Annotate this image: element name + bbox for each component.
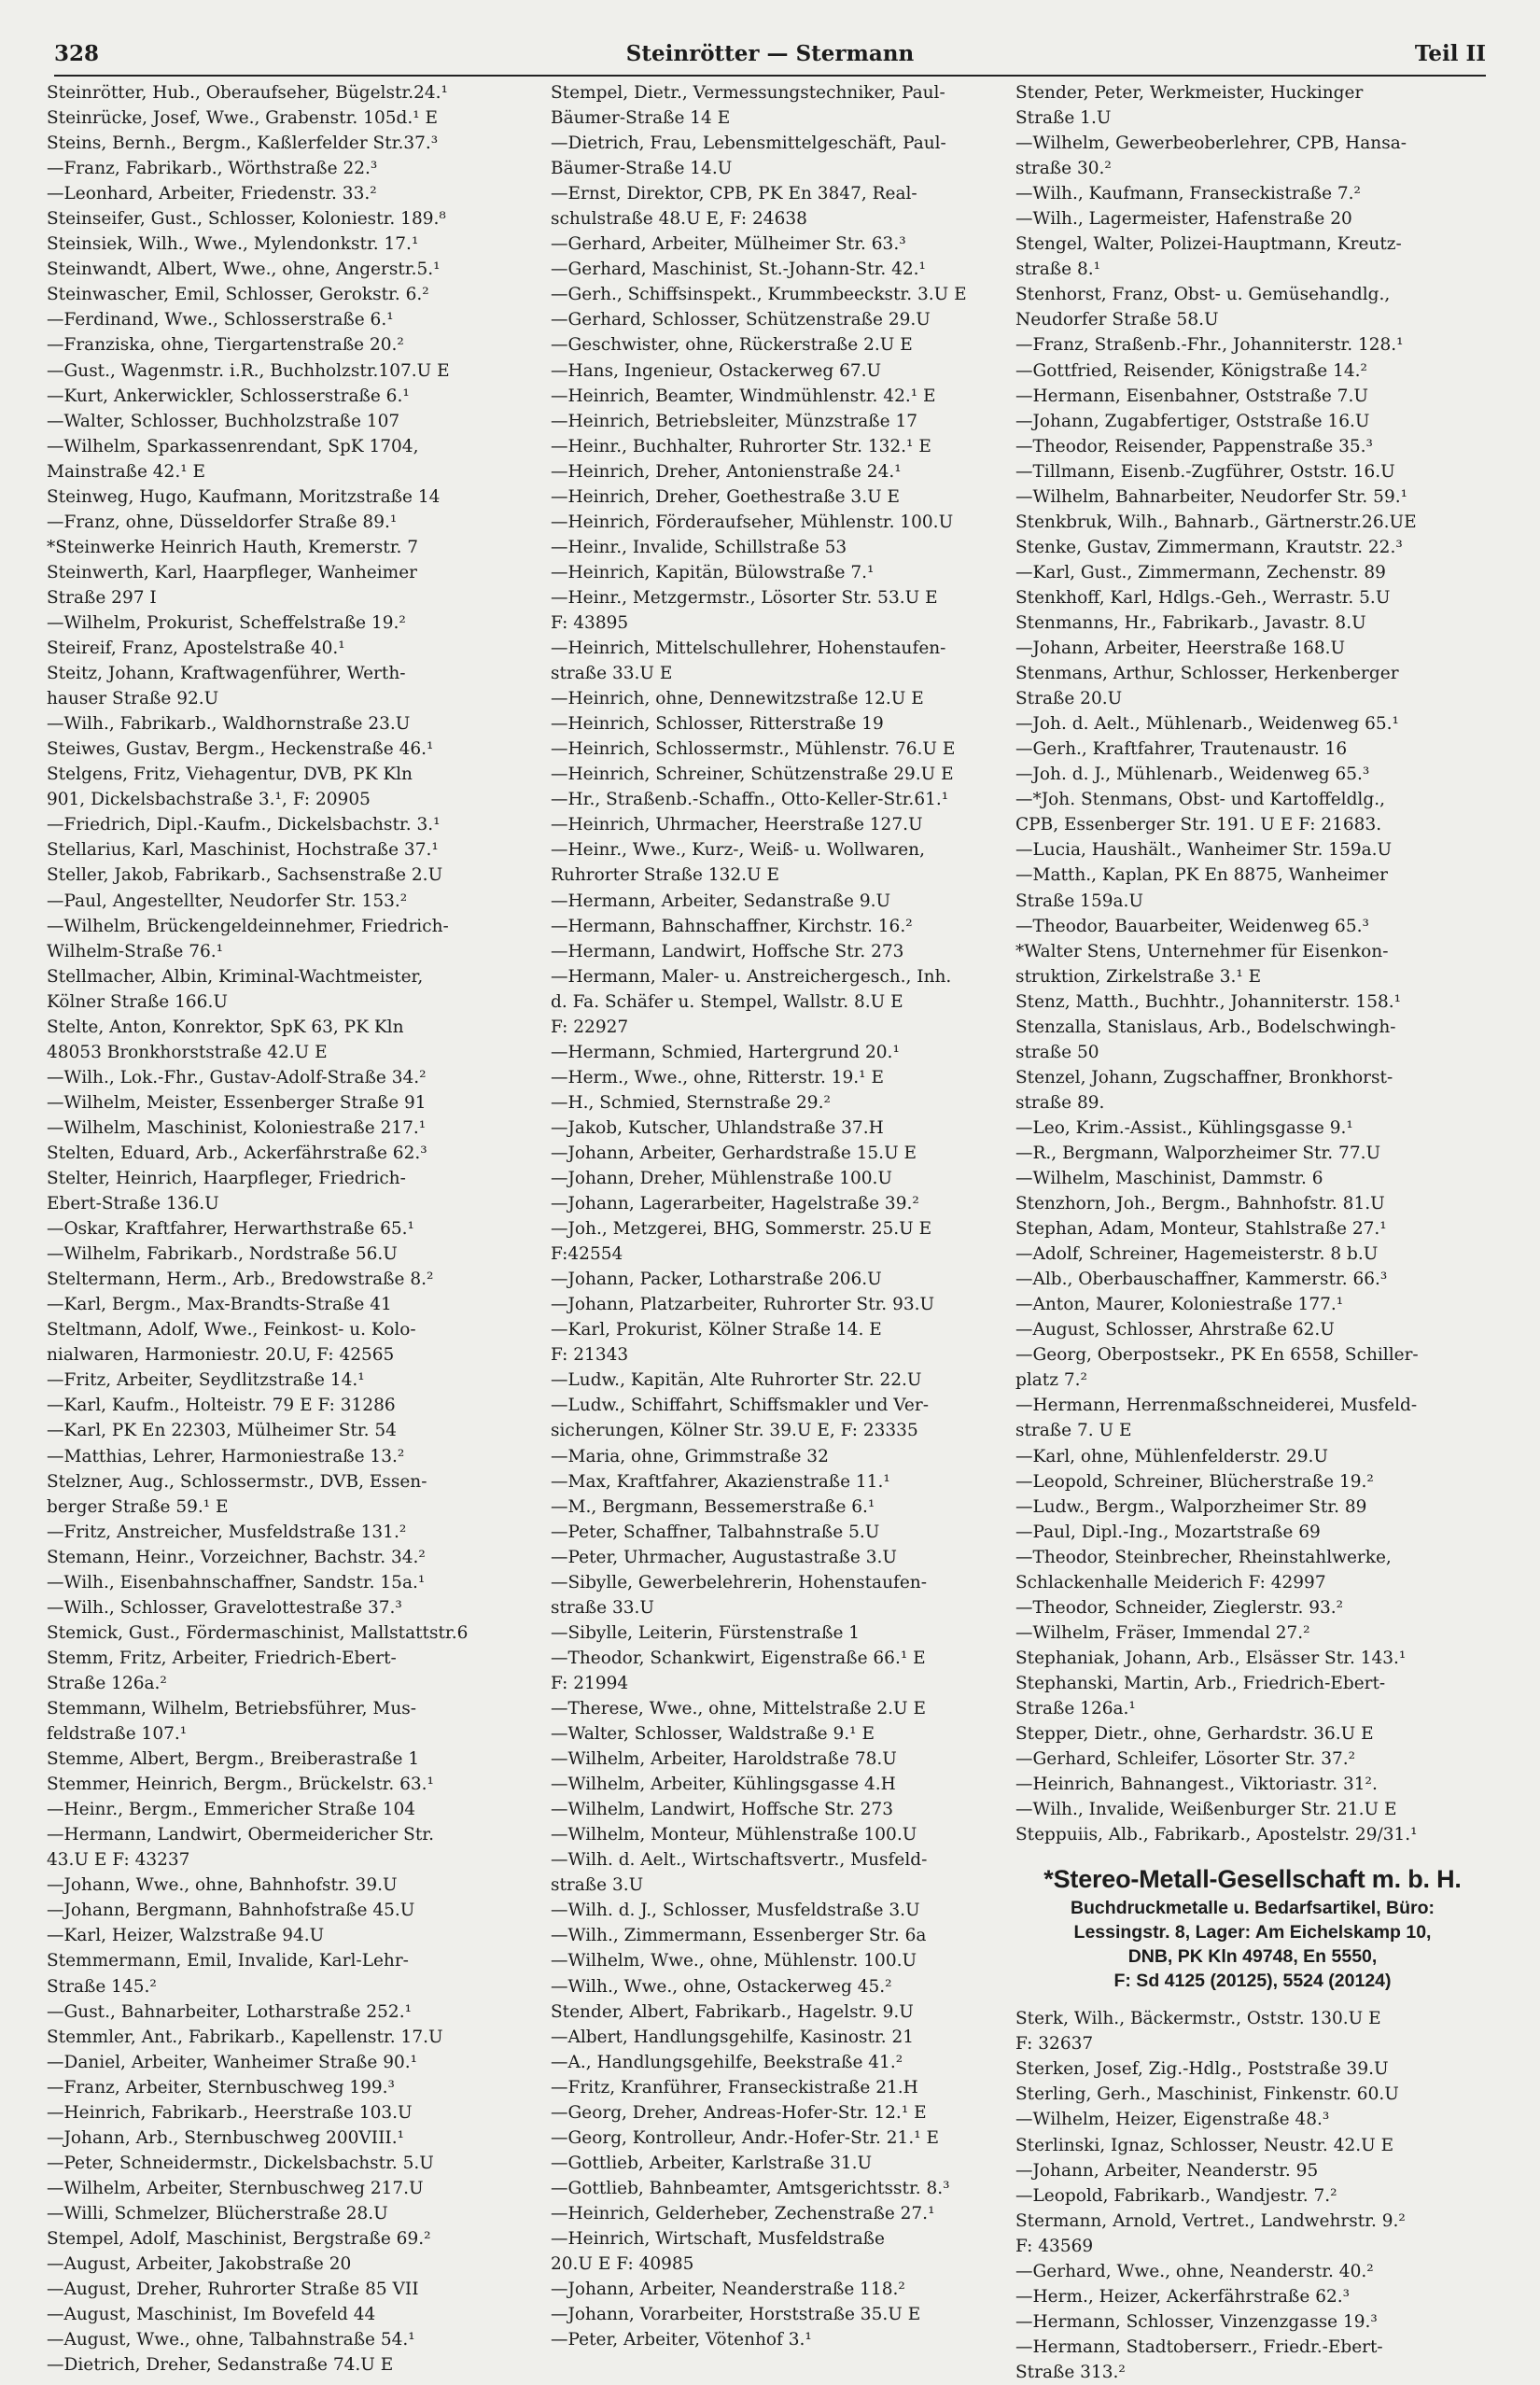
directory-entry: —Wilh., Invalide, Weißenburger Str. 21.U E (1015, 1800, 1397, 1820)
directory-entry: Stemmer, Heinrich, Bergm., Brückelstr. 63.¹ (47, 1775, 434, 1795)
directory-entry: *Walter Stens, Unternehmer für Eisenkon- (1015, 941, 1389, 961)
directory-entry: Sterling, Gerh., Maschinist, Finkenstr. 60.U (1015, 2084, 1399, 2105)
directory-entry: —Johann, Arbeiter, Neanderstr. 95 (1015, 2160, 1319, 2181)
directory-entry: Stemmler, Ant., Fabrikarb., Kapellenstr. 17.U (47, 2027, 443, 2047)
directory-entry: —Gerhard, Arbeiter, Mülheimer Str. 63.³ (551, 234, 906, 255)
directory-entry: hauser Straße 92.U (47, 689, 219, 709)
directory-entry: —R., Bergmann, Walporzheimer Str. 77.U (1015, 1143, 1381, 1163)
directory-entry: —Theodor, Steinbrecher, Rheinstahlwerke, (1015, 1547, 1392, 1567)
directory-entry: —Heinrich, Dreher, Antonienstraße 24.¹ (551, 461, 902, 482)
directory-entry: schulstraße 48.U E, F: 24638 (551, 209, 807, 230)
directory-entry: F: 43895 (551, 612, 629, 633)
directory-entry: —Johann, Arb., Sternbuschweg 200VIII.¹ (47, 2127, 405, 2148)
directory-entry: —Heinr., Wwe., Kurz-, Weiß- u. Wollwaren, (551, 840, 925, 861)
directory-entry: —Johann, Arbeiter, Gerhardstraße 15.U E (551, 1143, 917, 1163)
directory-entry: Steinwerth, Karl, Haarpfleger, Wanheimer (47, 562, 417, 582)
directory-entry: Stelgens, Fritz, Viehagentur, DVB, PK Kln (47, 765, 413, 785)
directory-entry: —Peter, Schneidermstr., Dickelsbachstr. 5.U (47, 2153, 434, 2173)
directory-entry: Straße 159a.U (1015, 891, 1143, 911)
directory-entry: —Hermann, Maler- u. Anstreichergesch., Inh. (551, 966, 952, 987)
directory-entry: Stephanski, Martin, Arb., Friedrich-Ebert- (1015, 1673, 1386, 1693)
directory-entry: —Wilh., Wwe., ohne, Ostackerweg 45.² (551, 1976, 892, 1997)
directory-entry: —Gerh., Kraftfahrer, Trautenaustr. 16 (1015, 739, 1348, 760)
directory-entry: —Johann, Lagerarbeiter, Hagelstraße 39.² (551, 1194, 919, 1214)
directory-entry: —Ferdinand, Wwe., Schlosserstraße 6.¹ (47, 310, 394, 330)
directory-entry: Straße 313.² (1015, 2362, 1126, 2382)
directory-entry: —A., Handlungsgehilfe, Beekstraße 41.² (551, 2052, 903, 2072)
directory-entry: Stelte, Anton, Konrektor, SpK 63, PK Kln (47, 1017, 404, 1037)
directory-entry: —Fritz, Anstreicher, Musfeldstraße 131.² (47, 1522, 407, 1542)
directory-entry: Neudorfer Straße 58.U (1015, 310, 1219, 330)
directory-entry: —Wilh. d. J., Schlosser, Musfeldstraße 3.U (551, 1901, 920, 1921)
directory-entry: —Georg, Kontrolleur, Andr.-Hofer-Str. 21.¹ E (551, 2127, 939, 2148)
directory-entry: —Ludw., Bergm., Walporzheimer Str. 89 (1015, 1496, 1367, 1517)
directory-entry: Stenke, Gustav, Zimmermann, Krautstr. 22.³ (1015, 537, 1403, 557)
page-number: 328 (54, 41, 100, 66)
directory-entry: Straße 126a.¹ (1015, 1699, 1136, 1719)
directory-entry: Stemick, Gust., Fördermaschinist, Mallstattstr.6 (47, 1622, 469, 1643)
directory-entry: —Peter, Arbeiter, Vötenhof 3.¹ (551, 2330, 812, 2350)
directory-entry: —Leopold, Schreiner, Blücherstraße 19.² (1015, 1471, 1374, 1492)
directory-entry: —August, Dreher, Ruhrorter Straße 85 VII (47, 2280, 419, 2300)
directory-entry: —Karl, Kaufm., Holteistr. 79 E F: 31286 (47, 1396, 396, 1416)
directory-entry: Stenmans, Arthur, Schlosser, Herkenberger (1015, 664, 1399, 684)
directory-entry: —Wilhelm, Fabrikarb., Nordstraße 56.U (47, 1244, 398, 1265)
directory-entry: —Herm., Wwe., ohne, Ritterstr. 19.¹ E (551, 1067, 884, 1087)
directory-entry: Stengel, Walter, Polizei-Hauptmann, Kreutz- (1015, 234, 1402, 255)
directory-entry: —Karl, Heizer, Walzstraße 94.U (47, 1926, 325, 1946)
directory-entry: struktion, Zirkelstraße 3.¹ E (1015, 966, 1262, 987)
directory-entry: Stellmacher, Albin, Kriminal-Wachtmeister, (47, 966, 424, 987)
directory-entry: —Max, Kraftfahrer, Akazienstraße 11.¹ (551, 1471, 890, 1492)
directory-entry: —M., Bergmann, Bessemerstraße 6.¹ (551, 1496, 875, 1517)
directory-entry: —Wilh., Schlosser, Gravelottestraße 37.³ (47, 1597, 402, 1618)
directory-entry: —Peter, Uhrmacher, Augustastraße 3.U (551, 1547, 897, 1567)
directory-entry: Steinrötter, Hub., Oberaufseher, Bügelstr.24.¹ (47, 83, 448, 103)
directory-entry: —Johann, Arbeiter, Heerstraße 168.U (1015, 638, 1346, 659)
directory-entry: —Johann, Vorarbeiter, Horststraße 35.U E (551, 2305, 921, 2325)
directory-entry: —Hermann, Stadtoberserr., Friedr.-Ebert- (1015, 2336, 1383, 2357)
directory-entry: —Wilhelm, Meister, Essenberger Straße 91 (47, 1092, 427, 1113)
directory-entry: —Hermann, Eisenbahner, Oststraße 7.U (1015, 386, 1368, 406)
directory-entry: —Franz, ohne, Düsseldorfer Straße 89.¹ (47, 512, 398, 532)
directory-entry: —Gottfried, Reisender, Königstraße 14.² (1015, 360, 1367, 381)
directory-entry: —Wilh., Zimmermann, Essenberger Str. 6a (551, 1926, 927, 1946)
directory-entry: *Steinwerke Heinrich Hauth, Kremerstr. 7 (47, 537, 419, 557)
directory-entry: Stelter, Heinrich, Haarpfleger, Friedrich- (47, 1169, 406, 1189)
directory-entry: —Heinrich, Mittelschullehrer, Hohenstaufen- (551, 638, 946, 659)
directory-entry: —Wilh. d. Aelt., Wirtschaftsvertr., Musfeld- (551, 1850, 928, 1871)
directory-entry: Steltmann, Adolf, Wwe., Feinkost- u. Kolo- (47, 1320, 416, 1340)
directory-entry: —Adolf, Schreiner, Hagemeisterstr. 8 b.U (1015, 1244, 1379, 1265)
directory-entry: Ebert-Straße 136.U (47, 1194, 219, 1214)
directory-entry: Stemmann, Wilhelm, Betriebsführer, Mus- (47, 1699, 417, 1719)
directory-entry: straße 8.¹ (1015, 260, 1101, 280)
directory-entry: Stempel, Dietr., Vermessungstechniker, Paul- (551, 83, 945, 103)
directory-entry: Steins, Bernh., Bergm., Kaßlerfelder Str.37.³ (47, 133, 439, 154)
directory-entry: —Heinr., Metzgermstr., Lösorter Str. 53.U E (551, 587, 938, 608)
directory-entry: —Wilhelm, Arbeiter, Haroldstraße 78.U (551, 1749, 897, 1770)
directory-entry: Stenhorst, Franz, Obst- u. Gemüsehandlg., (1015, 285, 1391, 305)
directory-entry: —Fritz, Arbeiter, Seydlitzstraße 14.¹ (47, 1370, 365, 1391)
directory-entry: —Johann, Arbeiter, Neanderstraße 118.² (551, 2280, 905, 2300)
directory-entry: Sterk, Wilh., Bäckermstr., Oststr. 130.U E (1015, 2009, 1381, 2029)
directory-entry: Steinwandt, Albert, Wwe., ohne, Angerstr.5.¹ (47, 260, 441, 280)
directory-entry: —Heinrich, Kapitän, Bülowstraße 7.¹ (551, 562, 875, 582)
directory-entry: F:42554 (551, 1244, 623, 1265)
directory-entry: —Karl, Bergm., Max-Brandts-Straße 41 (47, 1295, 392, 1315)
directory-entry: Steller, Jakob, Fabrikarb., Sachsenstraße 2.U (47, 865, 443, 886)
directory-entry: Straße 126a.² (47, 1673, 167, 1693)
page-header (54, 41, 1486, 78)
directory-entry: —Wilh., Lagermeister, Hafenstraße 20 (1015, 209, 1352, 230)
directory-entry: —Johann, Bergmann, Bahnhofstraße 45.U (47, 1901, 415, 1921)
directory-entry: —Johann, Packer, Lotharstraße 206.U (551, 1270, 882, 1290)
directory-entry: —Ludw., Kapitän, Alte Ruhrorter Str. 22.U (551, 1370, 922, 1391)
directory-entry: —Wilhelm, Landwirt, Hoffsche Str. 273 (551, 1800, 893, 1820)
directory-entry: —August, Wwe., ohne, Talbahnstraße 54.¹ (47, 2330, 415, 2350)
directory-entry: Kölner Straße 166.U (47, 991, 228, 1012)
directory-entry: Schlackenhalle Meiderich F: 42997 (1015, 1572, 1326, 1592)
directory-entry: Steppuiis, Alb., Fabrikarb., Apostelstr. 29/31.¹ (1015, 1825, 1418, 1845)
directory-entry: straße 33.U E (551, 664, 673, 684)
directory-entry: —Paul, Dipl.-Ing., Mozartstraße 69 (1015, 1522, 1321, 1542)
directory-entry: —Tillmann, Eisenb.-Zugführer, Oststr. 16.U (1015, 461, 1395, 482)
directory-entry: —Hermann, Landwirt, Obermeidericher Str. (47, 1825, 434, 1845)
directory-entry: F: 43569 (1015, 2236, 1094, 2256)
directory-entry: —Leo, Krim.-Assist., Kühlingsgasse 9.¹ (1015, 1117, 1353, 1138)
directory-entry: —Geschwister, ohne, Rückerstraße 2.U E (551, 335, 913, 356)
directory-entry: —Heinrich, Schreiner, Schützenstraße 29.U E (551, 765, 954, 785)
directory-entry: CPB, Essenberger Str. 191. U E F: 21683. (1015, 815, 1382, 835)
directory-entry: —Hermann, Bahnschaffner, Kirchstr. 16.² (551, 916, 913, 936)
directory-entry: Steinrücke, Josef, Wwe., Grabenstr. 105d.¹ E (47, 108, 439, 129)
directory-entry: Stemann, Heinr., Vorzeichner, Bachstr. 34.² (47, 1547, 426, 1567)
directory-entry: —Theodor, Schneider, Zieglerstr. 93.² (1015, 1597, 1344, 1618)
directory-entry: —Heinrich, Dreher, Goethestraße 3.U E (551, 486, 901, 507)
directory-entry: —Franziska, ohne, Tiergartenstraße 20.² (47, 335, 404, 356)
directory-entry: Sterlinski, Ignaz, Schlosser, Neustr. 42.U E (1015, 2135, 1394, 2155)
directory-entry: Steinsiek, Wilh., Wwe., Mylendonkstr. 17.¹ (47, 234, 419, 255)
column-3-bottom (1015, 2006, 1490, 2385)
directory-entry: Mainstraße 42.¹ E (47, 461, 206, 482)
directory-entry: Steireif, Franz, Apostelstraße 40.¹ (47, 638, 345, 659)
directory-entry: —Franz, Fabrikarb., Wörthstraße 22.³ (47, 159, 378, 179)
advertisement-title: *Stereo-Metall-Gesellschaft m. b. H. (1043, 1865, 1462, 1894)
directory-entry: —August, Schlosser, Ahrstraße 62.U (1015, 1320, 1335, 1340)
directory-entry: —Walter, Schlosser, Buchholzstraße 107 (47, 411, 400, 431)
directory-entry: —Wilhelm, Wwe., ohne, Mühlenstr. 100.U (551, 1951, 917, 1971)
directory-entry: Stephan, Adam, Monteur, Stahlstraße 27.¹ (1015, 1219, 1387, 1240)
directory-entry: —Heinrich, ohne, Dennewitzstraße 12.U E (551, 689, 924, 709)
directory-entry: Stepper, Dietr., ohne, Gerhardstr. 36.U E (1015, 1724, 1374, 1745)
directory-entry: —Karl, ohne, Mühlenfelderstr. 29.U (1015, 1446, 1328, 1466)
directory-entry: —Anton, Maurer, Koloniestraße 177.¹ (1015, 1295, 1344, 1315)
directory-entry: Straße 1.U (1015, 108, 1112, 129)
directory-entry: Steltermann, Herm., Arb., Bredowstraße 8.² (47, 1270, 434, 1290)
directory-entry: Stemmermann, Emil, Invalide, Karl-Lehr- (47, 1951, 409, 1971)
directory-entry: —*Joh. Stenmans, Obst- und Kartoffeldlg., (1015, 790, 1385, 810)
directory-entry: —Dietrich, Dreher, Sedanstraße 74.U E (47, 2355, 394, 2376)
directory-entry: —Peter, Schaffner, Talbahnstraße 5.U (551, 1522, 880, 1542)
directory-entry: 901, Dickelsbachstraße 3.¹, F: 20905 (47, 790, 371, 810)
directory-entry: —Jakob, Kutscher, Uhlandstraße 37.H (551, 1117, 884, 1138)
directory-entry: Stemm, Fritz, Arbeiter, Friedrich-Ebert- (47, 1648, 397, 1668)
header-rule (54, 75, 1486, 77)
directory-entry: —Fritz, Kranführer, Franseckistraße 21.H (551, 2077, 918, 2097)
directory-entry: 43.U E F: 43237 (47, 1850, 190, 1871)
running-title: Steinrötter — Stermann (625, 41, 915, 66)
directory-entry: —Wilhelm, Heizer, Eigenstraße 48.³ (1015, 2110, 1330, 2130)
directory-entry: Stender, Peter, Werkmeister, Huckinger (1015, 83, 1364, 103)
directory-entry: —Gerh., Schiffsinspekt., Krummbeeckstr. 3.U E (551, 285, 967, 305)
directory-entry: F: 22927 (551, 1017, 629, 1037)
directory-entry: —Johann, Zugabfertiger, Oststraße 16.U (1015, 411, 1370, 431)
directory-entry: —Oskar, Kraftfahrer, Herwarthstraße 65.¹ (47, 1219, 414, 1240)
directory-entry: —Wilhelm, Maschinist, Koloniestraße 217.¹ (47, 1117, 427, 1138)
directory-entry: —Wilhelm, Bahnarbeiter, Neudorfer Str. 59.¹ (1015, 486, 1408, 507)
directory-entry: Bäumer-Straße 14.U (551, 159, 733, 179)
column-3-top (1015, 80, 1490, 1847)
directory-entry: Straße 20.U (1015, 689, 1123, 709)
directory-entry: straße 50 (1015, 1042, 1099, 1062)
advertisement-line: F: Sd 4125 (20125), 5524 (20124) (1113, 1971, 1392, 1992)
directory-entry: Stenz, Matth., Buchhtr., Johanniterstr. 158.¹ (1015, 991, 1402, 1012)
directory-entry: Steinwascher, Emil, Schlosser, Gerokstr. 6.² (47, 285, 429, 305)
directory-entry: —Paul, Angestellter, Neudorfer Str. 153.² (47, 891, 408, 911)
directory-entry: —Wilhelm, Sparkassenrendant, SpK 1704, (47, 436, 419, 456)
directory-entry: —Wilhelm, Prokurist, Scheffelstraße 19.² (47, 612, 406, 633)
directory-entry: —Daniel, Arbeiter, Wanheimer Straße 90.¹ (47, 2052, 418, 2072)
directory-entry: Stermann, Arnold, Vertret., Landwehrstr. 9.² (1015, 2210, 1406, 2231)
directory-entry: Stelzner, Aug., Schlossermstr., DVB, Essen- (47, 1471, 427, 1492)
advertisement-line: Lessingstr. 8, Lager: Am Eichelskamp 10, (1073, 1922, 1432, 1943)
directory-entry: F: 32637 (1015, 2034, 1094, 2055)
directory-entry: —Alb., Oberbauschaffner, Kammerstr. 66.³ (1015, 1270, 1388, 1290)
directory-entry: —Heinrich, Gelderheber, Zechenstraße 27.¹ (551, 2203, 935, 2224)
directory-entry: —Wilhelm, Arbeiter, Sternbuschweg 217.U (47, 2178, 424, 2198)
directory-entry: —August, Maschinist, Im Bovefeld 44 (47, 2305, 376, 2325)
directory-entry: —Sibylle, Leiterin, Fürstenstraße 1 (551, 1622, 861, 1643)
directory-entry: —Hans, Ingenieur, Ostackerweg 67.U (551, 360, 882, 381)
directory-entry: —Wilh., Fabrikarb., Waldhornstraße 23.U (47, 714, 411, 735)
directory-entry: —Gottlieb, Bahnbeamter, Amtsgerichtsstr. 8.³ (551, 2178, 950, 2198)
section-label: Teil II (1414, 41, 1486, 66)
directory-entry: 48053 Bronkhorststraße 42.U E (47, 1042, 328, 1062)
directory-entry: Stelten, Eduard, Arb., Ackerfährstraße 62.³ (47, 1143, 427, 1163)
directory-entry: Stenzhorn, Joh., Bergm., Bahnhofstr. 81.U (1015, 1194, 1385, 1214)
advertisement-line: Buchdruckmetalle u. Bedarfsartikel, Büro: (1070, 1898, 1435, 1919)
directory-entry: —Heinr., Bergm., Emmericher Straße 104 (47, 1800, 416, 1820)
directory-entry: —Hermann, Herrenmaßschneiderei, Musfeld- (1015, 1396, 1418, 1416)
directory-entry: Stenkhoff, Karl, Hdlgs.-Geh., Werrastr. 5.U (1015, 587, 1391, 608)
directory-entry: F: 21994 (551, 1673, 629, 1693)
directory-entry: straße 7. U E (1015, 1421, 1132, 1441)
directory-entry: —Gottlieb, Arbeiter, Karlstraße 31.U (551, 2153, 873, 2173)
directory-entry: —Hermann, Schlosser, Vinzenzgasse 19.³ (1015, 2311, 1378, 2332)
directory-entry: d. Fa. Schäfer u. Stempel, Wallstr. 8.U E (551, 991, 903, 1012)
directory-entry: —Wilhelm, Brückengeldeinnehmer, Friedrich- (47, 916, 449, 936)
directory-entry: —Maria, ohne, Grimmstraße 32 (551, 1446, 829, 1466)
directory-entry: Stender, Albert, Fabrikarb., Hagelstr. 9.U (551, 2001, 914, 2022)
directory-entry: —Leopold, Fabrikarb., Wandjestr. 7.² (1015, 2185, 1337, 2206)
directory-entry: —Wilhelm, Fräser, Immendal 27.² (1015, 1622, 1310, 1643)
directory-entry: —Dietrich, Frau, Lebensmittelgeschäft, Paul- (551, 133, 946, 154)
directory-entry: Stenzel, Johann, Zugschaffner, Bronkhorst- (1015, 1067, 1393, 1087)
directory-entry: Straße 297 I (47, 587, 157, 608)
directory-entry: Bäumer-Straße 14 E (551, 108, 731, 129)
directory-entry: —Heinrich, Uhrmacher, Heerstraße 127.U (551, 815, 923, 835)
directory-entry: —Joh. d. J., Mühlenarb., Weidenweg 65.³ (1015, 765, 1370, 785)
directory-entry: —Herm., Heizer, Ackerfährstraße 62.³ (1015, 2286, 1351, 2307)
directory-entry: —Georg, Oberpostsekr., PK En 6558, Schiller- (1015, 1345, 1419, 1366)
directory-entry: —Wilhelm, Arbeiter, Kühlingsgasse 4.H (551, 1775, 896, 1795)
directory-entry: —Wilh., Lok.-Fhr., Gustav-Adolf-Straße 34.² (47, 1067, 427, 1087)
directory-entry: —Wilh., Eisenbahnschaffner, Sandstr. 15a.¹ (47, 1572, 426, 1592)
directory-entry: straße 30.² (1015, 159, 1112, 179)
directory-entry: platz 7.² (1015, 1370, 1087, 1391)
directory-entry: —Leonhard, Arbeiter, Friedenstr. 33.² (47, 184, 377, 204)
directory-entry: F: 21343 (551, 1345, 629, 1366)
directory-entry: Steinweg, Hugo, Kaufmann, Moritzstraße 14 (47, 486, 441, 507)
directory-entry: —Lucia, Haushält., Wanheimer Str. 159a.U (1015, 840, 1393, 861)
column-3 (1015, 80, 1490, 2385)
stereo-metall-advertisement (1015, 1862, 1490, 1993)
directory-entry: —August, Arbeiter, Jakobstraße 20 (47, 2254, 352, 2275)
directory-entry: —Gerhard, Wwe., ohne, Neanderstr. 40.² (1015, 2261, 1374, 2281)
directory-entry: Stempel, Adolf, Maschinist, Bergstraße 69.² (47, 2228, 431, 2249)
directory-entry: —Wilhelm, Maschinist, Dammstr. 6 (1015, 1169, 1323, 1189)
directory-entry: —Karl, Prokurist, Kölner Straße 14. E (551, 1320, 882, 1340)
directory-entry: —Willi, Schmelzer, Blücherstraße 28.U (47, 2203, 388, 2224)
directory-entry: Stellarius, Karl, Maschinist, Hochstraße 37.¹ (47, 840, 439, 861)
directory-entry: —Therese, Wwe., ohne, Mittelstraße 2.U E (551, 1699, 927, 1719)
directory-entry: nialwaren, Harmoniestr. 20.U, F: 42565 (47, 1345, 395, 1366)
directory-entry: straße 3.U (551, 1875, 644, 1896)
directory-entry: —Gerhard, Schlosser, Schützenstraße 29.U (551, 310, 931, 330)
directory-entry: —Wilh., Kaufmann, Franseckistraße 7.² (1015, 184, 1361, 204)
directory-entry: —Heinrich, Förderaufseher, Mühlenstr. 100.U (551, 512, 954, 532)
directory-entry: —Hermann, Landwirt, Hoffsche Str. 273 (551, 941, 904, 961)
directory-entry: Straße 145.² (47, 1976, 157, 1997)
directory-entry: —Hr., Straßenb.-Schaffn., Otto-Keller-Str.61.¹ (551, 790, 949, 810)
directory-entry: Stenzalla, Stanislaus, Arb., Bodelschwingh- (1015, 1017, 1396, 1037)
directory-entry: Steiwes, Gustav, Bergm., Heckenstraße 46.¹ (47, 739, 434, 760)
directory-entry: —Joh. d. Aelt., Mühlenarb., Weidenweg 65.¹ (1015, 714, 1399, 735)
directory-entry: —Johann, Dreher, Mühlenstraße 100.U (551, 1169, 892, 1189)
directory-entry: —Heinr., Buchhalter, Ruhrorter Str. 132.¹ E (551, 436, 931, 456)
directory-entry: —Heinrich, Schlossermstr., Mühlenstr. 76.U E (551, 739, 956, 760)
directory-entry: —Joh., Metzgerei, BHG, Sommerstr. 25.U E (551, 1219, 932, 1240)
directory-entry: —Heinrich, Schlosser, Ritterstraße 19 (551, 714, 884, 735)
directory-entry: —Matthias, Lehrer, Harmoniestraße 13.² (47, 1446, 405, 1466)
directory-entry: —Theodor, Schankwirt, Eigenstraße 66.¹ E (551, 1648, 926, 1668)
directory-entry: —Franz, Arbeiter, Sternbuschweg 199.³ (47, 2077, 395, 2097)
directory-entry: —Sibylle, Gewerbelehrerin, Hohenstaufen- (551, 1572, 927, 1592)
directory-entry: —Gerhard, Maschinist, St.-Johann-Str. 42.¹ (551, 260, 926, 280)
directory-entry: —Franz, Straßenb.-Fhr., Johanniterstr. 128.¹ (1015, 335, 1404, 356)
directory-entry: Sterken, Josef, Zig.-Hdlg., Poststraße 39.U (1015, 2059, 1389, 2080)
directory-entry: —Georg, Dreher, Andreas-Hofer-Str. 12.¹ E (551, 2102, 927, 2123)
directory-entry: Stemme, Albert, Bergm., Breiberastraße 1 (47, 1749, 420, 1770)
directory-entry: —Ludw., Schiffahrt, Schiffsmakler und Ver- (551, 1396, 929, 1416)
directory-entry: —Karl, Gust., Zimmermann, Zechenstr. 89 (1015, 562, 1386, 582)
directory-entry: —Gust., Wagenmstr. i.R., Buchholzstr.107.U E (47, 360, 450, 381)
directory-entry: —Heinrich, Wirtschaft, Musfeldstraße (551, 2228, 885, 2249)
directory-entry: Stenkbruk, Wilh., Bahnarb., Gärtnerstr.26.UE (1015, 512, 1417, 532)
directory-entry: —Theodor, Bauarbeiter, Weidenweg 65.³ (1015, 916, 1369, 936)
directory-entry: straße 89. (1015, 1092, 1105, 1113)
directory-entry: —Albert, Handlungsgehilfe, Kasinostr. 21 (551, 2027, 915, 2047)
directory-entry: —Karl, PK En 22303, Mülheimer Str. 54 (47, 1421, 397, 1441)
directory-entry: —Wilhelm, Monteur, Mühlenstraße 100.U (551, 1825, 917, 1845)
directory-entry: —Johann, Wwe., ohne, Bahnhofstr. 39.U (47, 1875, 398, 1896)
directory-entry: Steitz, Johann, Kraftwagenführer, Werth- (47, 664, 406, 684)
directory-entry: —Gust., Bahnarbeiter, Lotharstraße 252.¹ (47, 2001, 412, 2022)
directory-entry: straße 33.U (551, 1597, 654, 1618)
directory-entry: Steinseifer, Gust., Schlosser, Koloniestr. 189.⁸ (47, 209, 446, 230)
directory-entry: Wilhelm-Straße 76.¹ (47, 941, 224, 961)
directory-entry: —Heinrich, Fabrikarb., Heerstraße 103.U (47, 2102, 413, 2123)
directory-entry: —Kurt, Ankerwickler, Schlosserstraße 6.¹ (47, 386, 410, 406)
directory-entry: Ruhrorter Straße 132.U E (551, 865, 780, 886)
directory-entry: —Hermann, Arbeiter, Sedanstraße 9.U (551, 891, 891, 911)
directory-entry: —Heinrich, Betriebsleiter, Münzstraße 17 (551, 411, 918, 431)
directory-entry: —Gerhard, Schleifer, Lösorter Str. 37.² (1015, 1749, 1356, 1770)
advertisement-line: DNB, PK Kln 49748, En 5550, (1127, 1946, 1378, 1968)
directory-entry: Stephaniak, Johann, Arb., Elsässer Str. 143.¹ (1015, 1648, 1407, 1668)
directory-entry: —Theodor, Reisender, Pappenstraße 35.³ (1015, 436, 1373, 456)
directory-entry: —Wilhelm, Gewerbeoberlehrer, CPB, Hansa- (1015, 133, 1407, 154)
directory-entry: —Friedrich, Dipl.-Kaufm., Dickelsbachstr. 3.¹ (47, 815, 441, 835)
directory-entry: —Johann, Platzarbeiter, Ruhrorter Str. 93.U (551, 1295, 935, 1315)
directory-entry: —Heinr., Invalide, Schillstraße 53 (551, 537, 847, 557)
directory-entry: 20.U E F: 40985 (551, 2254, 694, 2275)
directory-entry: —Heinrich, Bahnangest., Viktoriastr. 31². (1015, 1775, 1378, 1795)
directory-entry: sicherungen, Kölner Str. 39.U E, F: 23335 (551, 1421, 918, 1441)
directory-entry: —Matth., Kaplan, PK En 8875, Wanheimer (1015, 865, 1388, 886)
directory-entry: —H., Schmied, Sternstraße 29.² (551, 1092, 831, 1113)
directory-entry: Stenmanns, Hr., Fabrikarb., Javastr. 8.U (1015, 612, 1366, 633)
column-1 (47, 80, 537, 2378)
column-2 (551, 80, 1041, 2352)
directory-entry: feldstraße 107.¹ (47, 1724, 188, 1745)
directory-entry: —Ernst, Direktor, CPB, PK En 3847, Real- (551, 184, 917, 204)
directory-entry: berger Straße 59.¹ E (47, 1496, 229, 1517)
directory-entry: —Hermann, Schmied, Hartergrund 20.¹ (551, 1042, 900, 1062)
directory-entry: —Walter, Schlosser, Waldstraße 9.¹ E (551, 1724, 875, 1745)
directory-entry: —Heinrich, Beamter, Windmühlenstr. 42.¹ E (551, 386, 936, 406)
